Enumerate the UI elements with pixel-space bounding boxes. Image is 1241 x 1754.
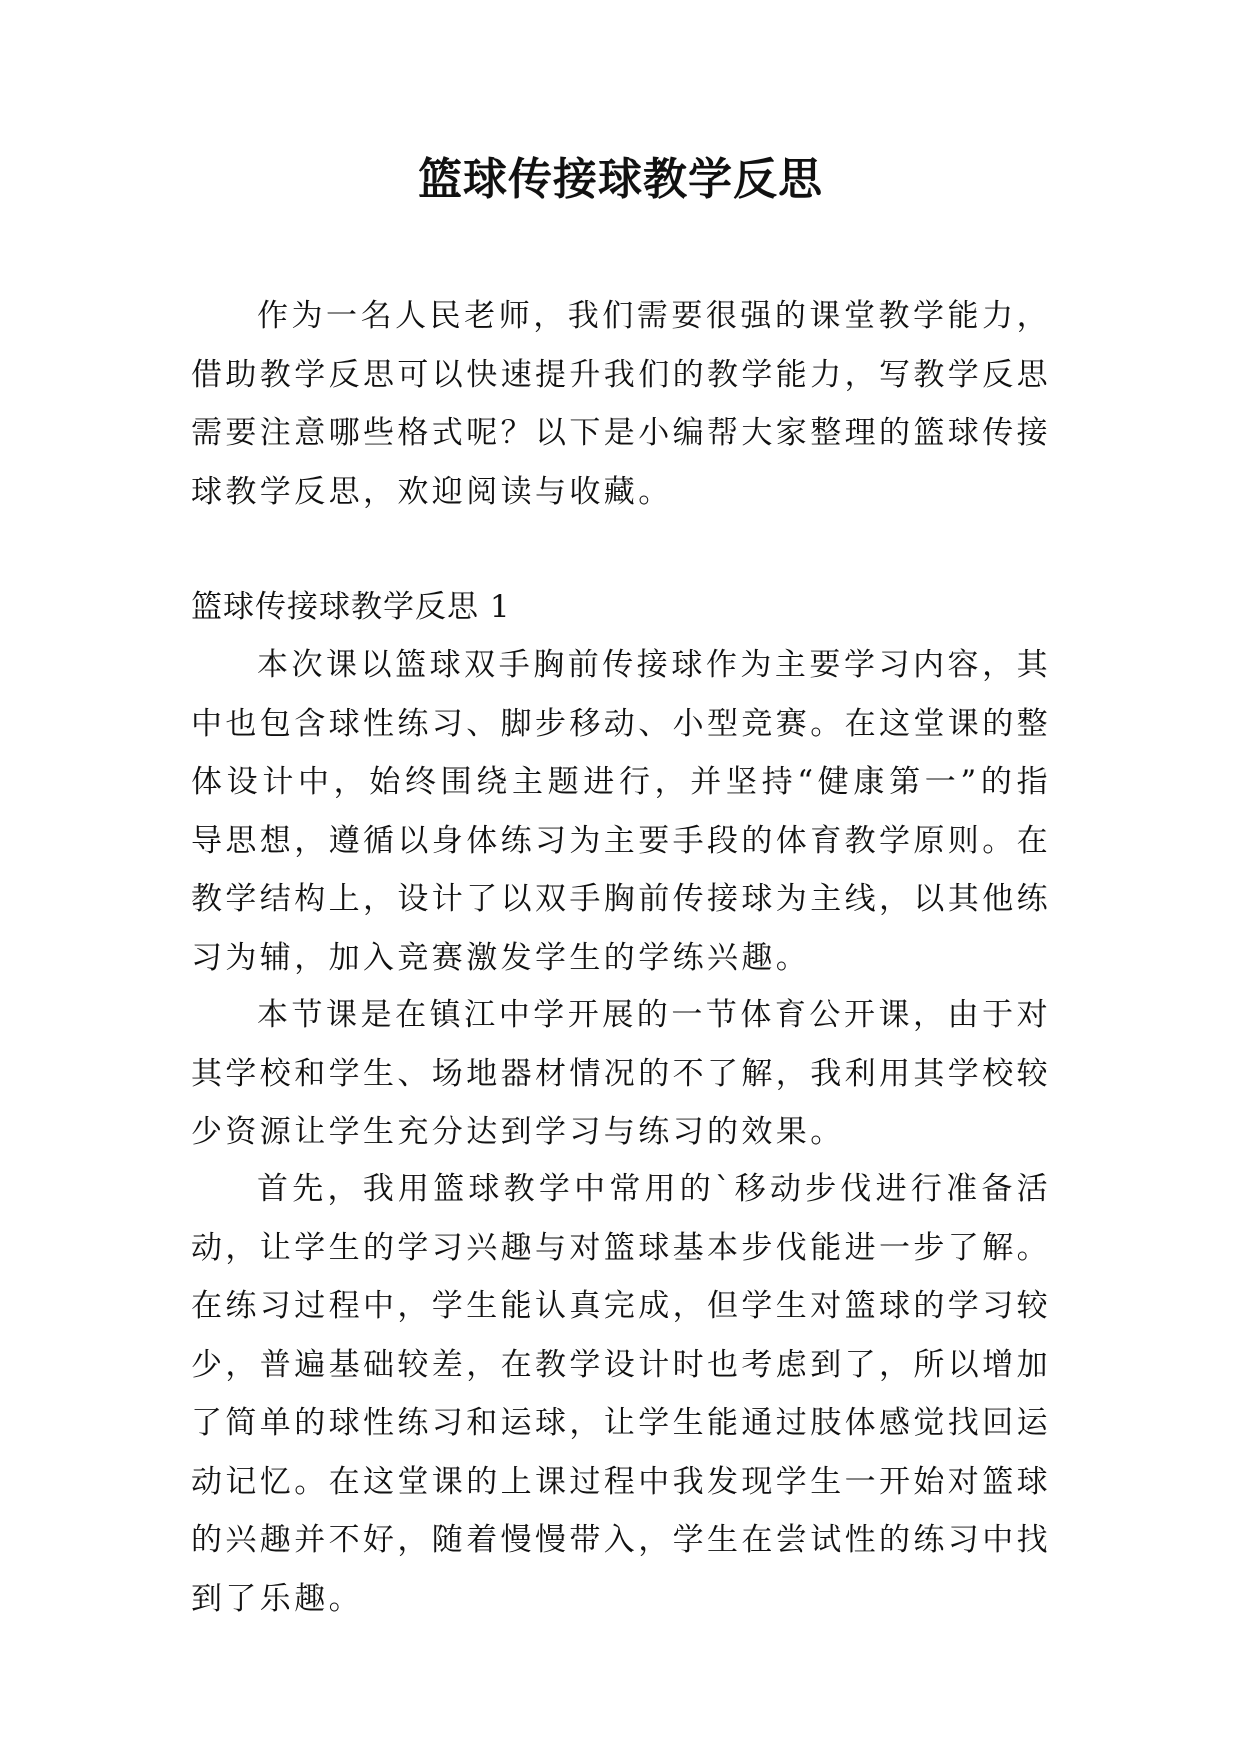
body-paragraph-1: 本次课以篮球双手胸前传接球作为主要学习内容，其中也包含球性练习、脚步移动、小型竞赛。在这堂课的整体设计中，始终围绕主题进行，并坚持“健康第一”的指导思想，遵循以身体练习为主要手段的体育教学原则。在教学结构上，设计了以双手胸前传接球为主线，以其他练习为辅，加入竞赛激发学生的学练兴趣。: [191, 647, 1051, 976]
intro-paragraph: 作为一名人民老师，我们需要很强的课堂教学能力，借助教学反思可以快速提升我们的教学能力，写教学反思需要注意哪些格式呢？以下是小编帮大家整理的篮球传接球教学反思，欢迎阅读与收藏。: [191, 298, 1051, 510]
body-paragraph-3: 首先，我用篮球教学中常用的`移动步伐进行准备活动，让学生的学习兴趣与对篮球基本步伐能进一步了解。在练习过程中，学生能认真完成，但学生对篮球的学习较少，普遍基础较差，在教学设计时也考虑到了，所以增加了简单的球性练习和运球，让学生能通过肢体感觉找回运动记忆。在这堂课的上课过程中我发现学生一开始对篮球的兴趣并不好，随着慢慢带入，学生在尝试性的练习中找到了乐趣。: [191, 1171, 1051, 1617]
section-heading: 篮球传接球教学反思 1: [191, 589, 511, 625]
document-title: 篮球传接球教学反思: [418, 154, 823, 205]
body-paragraph-2: 本节课是在镇江中学开展的一节体育公开课，由于对其学校和学生、场地器材情况的不了解，我利用其学校较少资源让学生充分达到学习与练习的效果。: [191, 997, 1051, 1150]
